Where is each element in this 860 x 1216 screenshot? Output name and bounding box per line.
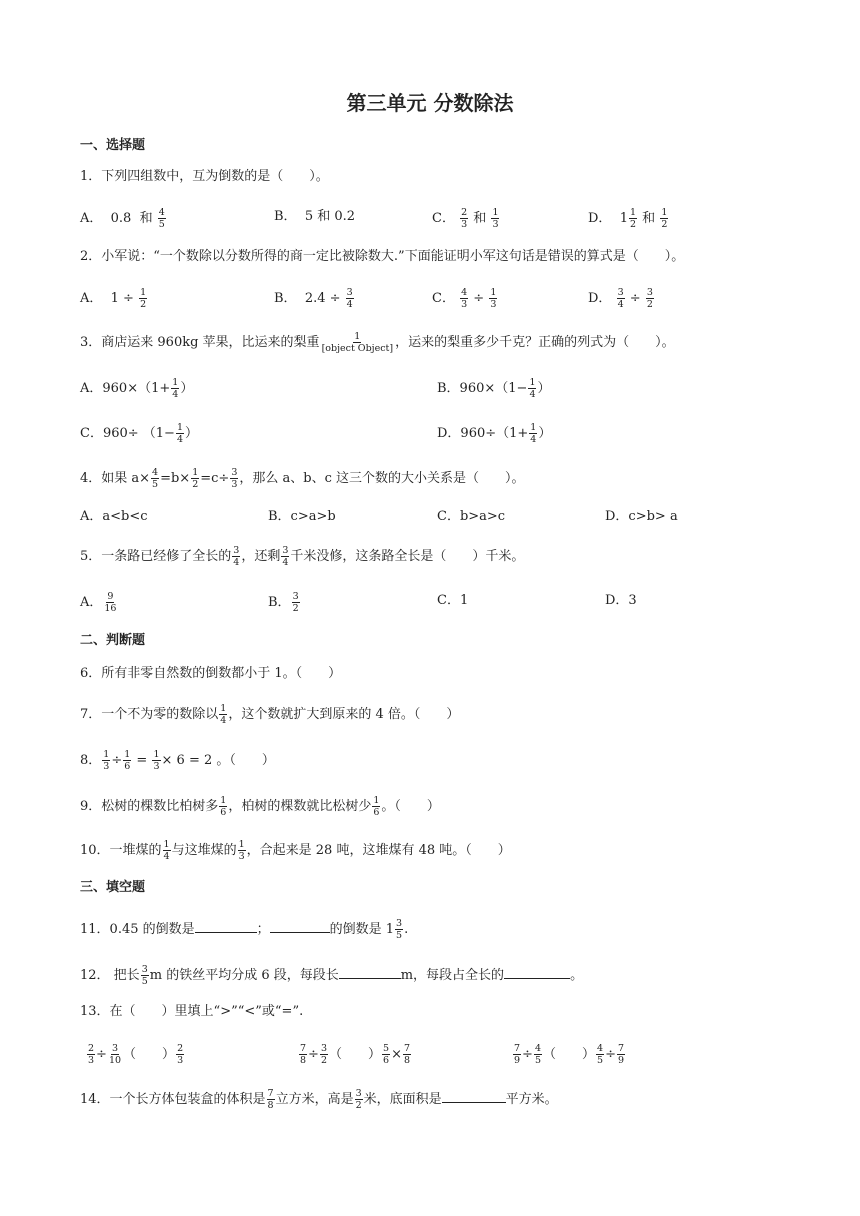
answer-blank[interactable]	[270, 918, 330, 933]
stem-text: =b×	[160, 471, 191, 486]
fraction	[382, 1044, 390, 1065]
question-1-stem: 1．下列四组数中，互为倒数的是（ ）。	[80, 169, 329, 184]
stem-text: 7．一个不为零的数除以	[80, 707, 219, 722]
q13-expression-1	[86, 1044, 185, 1065]
option-label: A．	[80, 211, 103, 226]
numerator: 3	[320, 1043, 327, 1054]
q13-expression-3	[512, 1044, 626, 1065]
denominator: 2	[629, 219, 637, 230]
numerator: 9	[107, 591, 114, 602]
denominator: 3	[153, 761, 160, 772]
answer-blank[interactable]	[339, 964, 401, 979]
fraction	[491, 208, 499, 229]
option-label: B．	[274, 291, 297, 306]
numerator: 3	[396, 918, 403, 929]
compare-blank[interactable]: （ ）	[543, 1047, 596, 1062]
stem-text: =c÷	[200, 471, 230, 486]
numerator: 1	[490, 287, 497, 298]
numerator: 4	[152, 467, 159, 478]
operator: ÷	[605, 1047, 616, 1062]
fraction	[513, 1044, 521, 1065]
question-4-stem	[80, 468, 525, 489]
operator: ÷	[111, 753, 123, 768]
numerator: 4	[597, 1043, 604, 1054]
page-title: 第三单元 分数除法	[346, 91, 514, 115]
fraction	[191, 468, 199, 489]
paren: ）	[537, 381, 551, 396]
q13-expression-2	[298, 1044, 412, 1065]
denominator: 6	[220, 807, 227, 818]
denominator: 4	[530, 434, 537, 445]
stem-text: 10．一堆煤的	[80, 843, 162, 858]
question-10	[80, 840, 511, 861]
numerator: 3	[111, 1043, 119, 1054]
fraction	[617, 288, 625, 309]
numerator: 1	[354, 331, 361, 342]
question-12	[80, 964, 583, 986]
fraction	[123, 750, 131, 771]
q5-option-a[interactable]	[80, 592, 118, 613]
fraction	[646, 288, 654, 309]
stem-text: 14．一个长方体包装盒的体积是	[80, 1092, 266, 1107]
numerator: 7	[617, 1043, 625, 1054]
fraction	[176, 423, 184, 444]
q3-option-a[interactable]	[80, 378, 193, 399]
stem-text: × 6 = 2 。（ ）	[161, 753, 275, 768]
stem-text: 3．商店运来 960kg 苹果，比运来的梨重	[80, 335, 320, 350]
numerator: 1	[103, 749, 110, 760]
denominator: 4	[172, 389, 179, 400]
numerator: 1	[492, 207, 499, 218]
denominator: 9	[617, 1055, 625, 1066]
fraction	[238, 840, 246, 861]
fraction	[108, 1044, 122, 1065]
numerator: 4	[158, 207, 165, 218]
fraction	[534, 1044, 542, 1065]
q4-option-c[interactable]: C．b>a>c	[437, 509, 506, 524]
fraction	[230, 468, 238, 489]
numerator: 1	[140, 287, 147, 298]
fraction	[232, 546, 240, 567]
numerator: 3	[233, 545, 240, 556]
expression: B．960×（1−	[437, 381, 528, 396]
paren: ）	[180, 381, 194, 396]
stem-text: 5．一条路已经修了全长的	[80, 549, 232, 564]
fraction	[395, 919, 403, 940]
numerator: 1	[238, 839, 245, 850]
q4-option-a[interactable]: A．a<b<c	[80, 509, 148, 524]
option-label: A．	[80, 595, 103, 610]
numerator: 1	[529, 377, 536, 388]
q1-option-b[interactable]	[274, 208, 355, 226]
denominator: 5	[158, 219, 165, 230]
denominator: 4	[282, 557, 289, 568]
fraction	[102, 750, 110, 771]
answer-blank[interactable]	[195, 918, 257, 933]
denominator: 5	[597, 1055, 604, 1066]
paren: ）	[538, 426, 552, 441]
denominator: 5	[396, 930, 403, 941]
expression: 2.4 ÷	[304, 291, 341, 306]
stem-text: m 的铁丝平均分成 6 段，每段长	[149, 968, 339, 983]
question-3-stem	[80, 332, 675, 353]
denominator: 5	[152, 479, 159, 490]
fraction	[629, 208, 637, 229]
numerator: 1	[373, 795, 380, 806]
and-word: 和	[139, 211, 153, 226]
and-word: 和	[642, 211, 656, 226]
denominator: 8	[300, 1055, 307, 1066]
compare-blank[interactable]: （ ）	[123, 1047, 176, 1062]
stem-text: 9．松树的棵数比柏树多	[80, 799, 219, 814]
fraction	[346, 288, 354, 309]
expression: 1 ÷	[110, 291, 134, 306]
question-2-stem: 2．小军说：“一个数除以分数所得的商一定比被除数大.”下面能证明小军这句话是错误的算式是（ ）。	[80, 249, 685, 264]
denominator: 4	[617, 299, 624, 310]
fraction	[372, 796, 380, 817]
expression: C．960÷ （1−	[80, 426, 175, 441]
denominator: [object Object]	[321, 343, 394, 354]
q5-option-b[interactable]	[268, 592, 301, 613]
fraction	[299, 1044, 307, 1065]
numerator: 1	[163, 839, 170, 850]
stem-text: 4．如果 a×	[80, 471, 151, 486]
stem-text: 立方米，高是	[275, 1092, 354, 1107]
section-heading-choice: 一、选择题	[80, 138, 146, 153]
denominator: 3	[88, 1055, 95, 1066]
compare-blank[interactable]: （ ）	[329, 1047, 382, 1062]
fraction	[141, 965, 149, 986]
numerator: 7	[300, 1043, 307, 1054]
numerator: 2	[177, 1043, 184, 1054]
fraction	[460, 288, 468, 309]
fraction	[267, 1089, 275, 1110]
q1-option-d[interactable]	[588, 208, 669, 229]
denominator: 9	[514, 1055, 521, 1066]
q3-option-d[interactable]	[437, 423, 551, 444]
q2-option-c[interactable]	[432, 288, 498, 309]
q3-option-c[interactable]	[80, 423, 198, 444]
denominator: 3	[238, 851, 245, 862]
denominator: 4	[529, 389, 536, 400]
numerator: 1	[530, 422, 537, 433]
fraction	[292, 592, 300, 613]
fraction	[103, 592, 117, 613]
denominator: 3	[490, 299, 497, 310]
q1-option-c[interactable]	[432, 208, 500, 229]
stem-text: 米，底面积是	[363, 1092, 442, 1107]
question-6: 6．所有非零自然数的倒数都小于 1。（ ）	[80, 666, 342, 681]
question-5-stem	[80, 546, 524, 567]
numerator: 7	[267, 1088, 274, 1099]
stem-text: ，柏树的棵数就比松树少	[228, 799, 372, 814]
stem-text: 12． 把长	[80, 968, 140, 983]
stem-text: 平方米。	[505, 1092, 558, 1107]
numerator: 3	[231, 467, 238, 478]
denominator: 2	[192, 479, 199, 490]
denominator: 8	[267, 1100, 274, 1111]
expression: A．960×（1+	[80, 381, 171, 396]
operator: ÷	[522, 1047, 533, 1062]
q1-option-a[interactable]	[80, 208, 167, 229]
option-label: A．	[80, 291, 103, 306]
denominator: 8	[403, 1055, 411, 1066]
stem-text: 千米没修，这条路全长是（ ）千米。	[290, 549, 525, 564]
fraction	[596, 1044, 604, 1065]
fraction	[219, 704, 227, 725]
numerator: 7	[514, 1043, 521, 1054]
numerator: 1	[124, 749, 131, 760]
option-label: D．	[588, 291, 612, 306]
denominator: 2	[140, 299, 147, 310]
fraction	[460, 208, 468, 229]
numerator: 3	[346, 287, 353, 298]
denominator: 5	[534, 1055, 541, 1066]
numerator: 1	[192, 467, 199, 478]
fraction	[139, 288, 147, 309]
question-13-stem: 13．在（ ）里填上“>”“<”或“=”.	[80, 1004, 304, 1019]
fraction	[321, 332, 395, 353]
denominator: 2	[320, 1055, 327, 1066]
numerator: 1	[172, 377, 179, 388]
question-7	[80, 704, 459, 725]
denominator: 6	[373, 807, 380, 818]
fraction	[152, 750, 160, 771]
option-label: C．	[432, 291, 455, 306]
option-number: 0.8	[110, 211, 132, 226]
fraction	[151, 468, 159, 489]
q5-option-d[interactable]: D．3	[605, 593, 637, 608]
stem-text: .	[404, 922, 409, 937]
denominator: 16	[104, 603, 117, 614]
fraction	[617, 1044, 625, 1065]
operator: ÷	[96, 1047, 107, 1062]
option-label: B．	[274, 209, 297, 224]
numerator: 3	[355, 1088, 362, 1099]
numerator: 5	[383, 1043, 390, 1054]
fraction	[163, 840, 171, 861]
answer-blank[interactable]	[504, 964, 570, 979]
q4-option-d[interactable]: D．c>b> a	[605, 509, 678, 524]
operator: =	[136, 753, 148, 768]
fraction	[403, 1044, 411, 1065]
paren: ）	[185, 426, 199, 441]
q2-option-d[interactable]	[588, 288, 655, 309]
question-8	[80, 750, 275, 771]
fraction	[660, 208, 668, 229]
denominator: 2	[646, 299, 653, 310]
question-9	[80, 796, 440, 817]
fraction	[87, 1044, 95, 1065]
denominator: 3	[492, 219, 499, 230]
fraction	[158, 208, 166, 229]
q2-option-b[interactable]	[274, 288, 355, 309]
numerator: 3	[282, 545, 289, 556]
stem-text: ，那么 a、b、c 这三个数的大小关系是（ ）。	[239, 471, 525, 486]
denominator: 6	[124, 761, 131, 772]
numerator: 4	[461, 287, 468, 298]
fraction	[489, 288, 497, 309]
operator: ×	[391, 1047, 402, 1062]
numerator: 1	[629, 207, 637, 218]
option-label: C．	[432, 211, 455, 226]
fraction	[320, 1044, 328, 1065]
stem-text: ，这个数就扩大到原来的 4 倍。（ ）	[228, 707, 460, 722]
option-label: D．	[588, 211, 612, 226]
operator: ÷	[308, 1047, 319, 1062]
stem-text: ，还剩	[241, 549, 281, 564]
fraction	[355, 1089, 363, 1110]
denominator: 3	[231, 479, 238, 490]
stem-text: 11．0.45 的倒数是	[80, 922, 195, 937]
fraction	[176, 1044, 184, 1065]
denominator: 2	[355, 1100, 362, 1111]
stem-text: ，合起来是 28 吨，这堆煤有 48 吨。（ ）	[246, 843, 511, 858]
numerator: 1	[220, 795, 227, 806]
denominator: 4	[220, 715, 227, 726]
denominator: 2	[661, 219, 668, 230]
stem-text: 与这堆煤的	[171, 843, 237, 858]
numerator: 2	[88, 1043, 95, 1054]
denominator: 4	[163, 851, 170, 862]
answer-blank[interactable]	[442, 1088, 506, 1103]
numerator: 1	[176, 422, 183, 433]
operator: ÷	[629, 291, 641, 306]
stem-text: ；	[256, 922, 270, 937]
fraction	[219, 796, 227, 817]
fraction	[171, 378, 179, 399]
whole-number: 1	[619, 211, 628, 226]
and-word: 和	[473, 211, 487, 226]
denominator: 5	[141, 976, 148, 987]
denominator: 4	[233, 557, 240, 568]
numerator: 3	[141, 964, 148, 975]
numerator: 3	[646, 287, 653, 298]
numerator: 4	[534, 1043, 541, 1054]
numerator: 3	[617, 287, 624, 298]
numerator: 2	[461, 207, 468, 218]
denominator: 6	[383, 1055, 390, 1066]
numerator: 1	[220, 703, 227, 714]
section-heading-fill: 三、填空题	[80, 880, 146, 895]
denominator: 4	[176, 434, 183, 445]
q2-option-a[interactable]	[80, 288, 148, 309]
denominator: 2	[292, 603, 299, 614]
question-14	[80, 1088, 558, 1110]
stem-text: m，每段占全长的	[400, 968, 505, 983]
denominator: 10	[108, 1055, 122, 1066]
denominator: 4	[346, 299, 353, 310]
fraction	[529, 423, 537, 444]
denominator: 3	[177, 1055, 184, 1066]
q5-option-c[interactable]: C．1	[437, 593, 469, 608]
stem-text: 8．	[80, 753, 102, 768]
stem-text: ，运来的梨重多少千克？正确的列式为（ ）。	[395, 335, 675, 350]
q3-option-b[interactable]	[437, 378, 551, 399]
numerator: 3	[292, 591, 299, 602]
numerator: 7	[403, 1043, 411, 1054]
denominator: 3	[103, 761, 110, 772]
stem-text: 。	[570, 968, 584, 983]
expression: D．960÷（1+	[437, 426, 529, 441]
operator: ÷	[473, 291, 485, 306]
denominator: 3	[461, 219, 468, 230]
option-text: 5 和 0.2	[304, 209, 356, 224]
stem-text: 的倒数是 1	[329, 922, 395, 937]
stem-text: 。（ ）	[381, 799, 440, 814]
q4-option-b[interactable]: B．c>a>b	[268, 509, 336, 524]
denominator: 3	[461, 299, 468, 310]
numerator: 1	[153, 749, 160, 760]
question-11	[80, 918, 408, 940]
numerator: 1	[661, 207, 668, 218]
fraction	[281, 546, 289, 567]
option-label: B．	[268, 595, 291, 610]
section-heading-judgement: 二、判断题	[80, 633, 146, 648]
fraction	[528, 378, 536, 399]
